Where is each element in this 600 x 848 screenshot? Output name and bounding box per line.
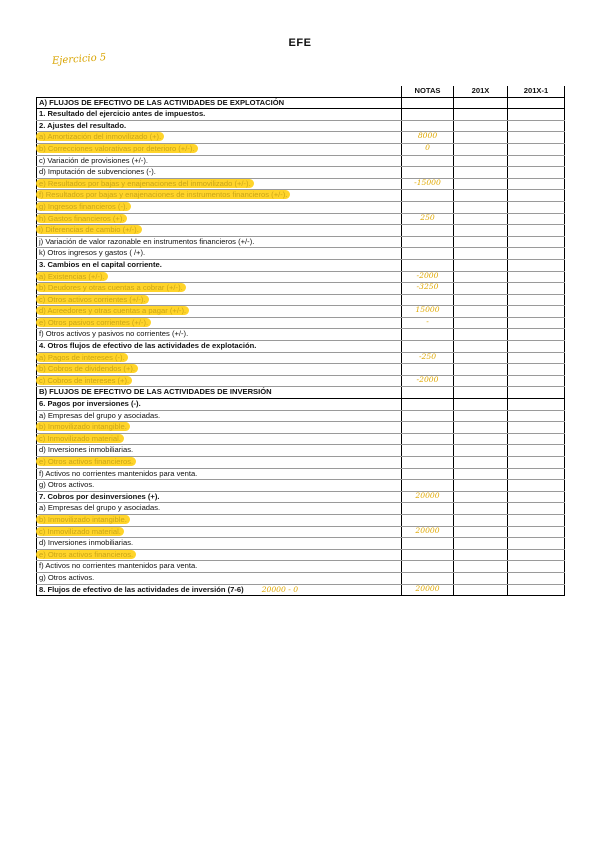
row-label bbox=[37, 341, 402, 353]
row-label bbox=[37, 422, 402, 434]
label-text: f) Activos no corrientes mantenidos para venta. bbox=[39, 468, 198, 478]
201x-cell bbox=[454, 480, 508, 492]
highlighted-label: i) Diferencias de cambio (+/-). bbox=[36, 225, 142, 234]
notas-cell bbox=[402, 480, 454, 492]
table-row bbox=[37, 329, 565, 341]
handwritten-note: 0 bbox=[425, 142, 430, 152]
201x-1-cell bbox=[508, 468, 565, 480]
201x-1-cell bbox=[508, 491, 565, 503]
row-label bbox=[37, 132, 402, 144]
handwritten-note: -15000 bbox=[414, 177, 441, 187]
row-label bbox=[37, 572, 402, 584]
201x-1-cell bbox=[508, 271, 565, 283]
table-row bbox=[37, 132, 565, 144]
column-header-notas: NOTAS bbox=[402, 86, 454, 97]
row-label bbox=[37, 248, 402, 260]
label-text: g) Otros activos. bbox=[39, 572, 95, 582]
201x-cell bbox=[454, 201, 508, 213]
row-label bbox=[37, 109, 402, 121]
table-row bbox=[37, 109, 565, 121]
201x-cell bbox=[454, 97, 508, 109]
table-row bbox=[37, 306, 565, 318]
201x-1-cell bbox=[508, 572, 565, 584]
table-row bbox=[37, 491, 565, 503]
label-text: 2. Ajustes del resultado. bbox=[39, 120, 127, 130]
201x-cell bbox=[454, 572, 508, 584]
201x-1-cell bbox=[508, 445, 565, 457]
highlighted-label: e) Otros activos financieros. bbox=[36, 550, 136, 559]
label-text: g) Otros activos. bbox=[39, 480, 95, 490]
label-text: A) FLUJOS DE EFECTIVO DE LAS ACTIVIDADES DE EXPLOTACIÓN bbox=[39, 97, 285, 107]
row-label bbox=[37, 445, 402, 457]
201x-1-cell bbox=[508, 97, 565, 109]
201x-1-cell bbox=[508, 132, 565, 144]
201x-cell bbox=[454, 143, 508, 155]
201x-1-cell bbox=[508, 584, 565, 596]
201x-1-cell bbox=[508, 503, 565, 515]
notas-cell bbox=[402, 572, 454, 584]
row-label bbox=[37, 375, 402, 387]
notas-cell bbox=[402, 399, 454, 411]
row-label bbox=[37, 190, 402, 202]
table-row bbox=[37, 526, 565, 538]
notas-cell bbox=[402, 352, 454, 364]
highlighted-label: b) Inmovilizado intangible. bbox=[36, 515, 130, 524]
201x-cell bbox=[454, 109, 508, 121]
201x-1-cell bbox=[508, 341, 565, 353]
handwritten-note: -3250 bbox=[416, 282, 439, 292]
label-text: f) Activos no corrientes mantenidos para venta. bbox=[39, 561, 198, 571]
row-label bbox=[37, 225, 402, 237]
row-label bbox=[37, 526, 402, 538]
highlighted-label: a) Pagos de intereses (-). bbox=[36, 353, 128, 362]
201x-cell bbox=[454, 120, 508, 132]
201x-cell bbox=[454, 259, 508, 271]
table-row bbox=[37, 248, 565, 260]
row-label bbox=[37, 167, 402, 179]
handwritten-note: 8000 bbox=[417, 131, 438, 141]
row-label bbox=[37, 236, 402, 248]
201x-1-cell bbox=[508, 457, 565, 469]
row-label bbox=[37, 387, 402, 399]
notas-cell bbox=[402, 329, 454, 341]
table-row bbox=[37, 190, 565, 202]
201x-cell bbox=[454, 549, 508, 561]
row-label bbox=[37, 143, 402, 155]
notas-cell bbox=[402, 538, 454, 550]
notas-cell bbox=[402, 201, 454, 213]
highlighted-label: b) Correcciones valorativas por deterioro (+/-). bbox=[36, 144, 198, 153]
section-row bbox=[37, 387, 565, 399]
notas-cell bbox=[402, 167, 454, 179]
201x-1-cell bbox=[508, 143, 565, 155]
notas-cell bbox=[402, 387, 454, 399]
label-text: k) Otros ingresos y gastos ( /+). bbox=[39, 248, 146, 258]
row-label bbox=[37, 549, 402, 561]
notas-cell bbox=[402, 549, 454, 561]
label-text: c) Variación de provisiones (+/-). bbox=[39, 155, 148, 165]
table-row bbox=[37, 514, 565, 526]
label-text: 7. Cobros por desinversiones (+). bbox=[39, 491, 160, 501]
201x-cell bbox=[454, 387, 508, 399]
201x-cell bbox=[454, 271, 508, 283]
201x-cell bbox=[454, 213, 508, 225]
notas-cell bbox=[402, 561, 454, 573]
notas-cell bbox=[402, 526, 454, 538]
row-label bbox=[37, 271, 402, 283]
201x-cell bbox=[454, 538, 508, 550]
notas-cell bbox=[402, 457, 454, 469]
row-label bbox=[37, 201, 402, 213]
label-text: d) Inversiones inmobiliarias. bbox=[39, 445, 134, 455]
highlighted-label: b) Inmovilizado intangible. bbox=[36, 422, 130, 431]
row-label bbox=[37, 364, 402, 376]
label-text: 1. Resultado del ejercicio antes de impuestos. bbox=[39, 109, 206, 119]
label-text: 8. Flujos de efectivo de las actividades de inversión (7-6) bbox=[39, 584, 244, 594]
table-row bbox=[37, 399, 565, 411]
handwritten-note: -250 bbox=[418, 351, 437, 361]
notas-cell bbox=[402, 132, 454, 144]
handwritten-note: 20000 bbox=[415, 583, 440, 593]
201x-1-cell bbox=[508, 329, 565, 341]
table-row bbox=[37, 283, 565, 295]
201x-cell bbox=[454, 584, 508, 596]
201x-cell bbox=[454, 190, 508, 202]
table-row bbox=[37, 225, 565, 237]
label-text: j) Variación de valor razonable en instrumentos financieros (+/-). bbox=[39, 236, 255, 246]
notas-cell bbox=[402, 155, 454, 167]
table-row bbox=[37, 503, 565, 515]
201x-1-cell bbox=[508, 155, 565, 167]
201x-1-cell bbox=[508, 109, 565, 121]
201x-1-cell bbox=[508, 549, 565, 561]
row-label bbox=[37, 329, 402, 341]
table-row bbox=[37, 457, 565, 469]
highlighted-label: a) Existencias (+/-). bbox=[36, 272, 108, 281]
notas-cell bbox=[402, 410, 454, 422]
201x-1-cell bbox=[508, 190, 565, 202]
row-label bbox=[37, 283, 402, 295]
201x-cell bbox=[454, 503, 508, 515]
201x-cell bbox=[454, 167, 508, 179]
table-row bbox=[37, 572, 565, 584]
201x-1-cell bbox=[508, 352, 565, 364]
notas-cell bbox=[402, 433, 454, 445]
notas-cell bbox=[402, 225, 454, 237]
label-text: a) Empresas del grupo y asociadas. bbox=[39, 410, 161, 420]
notas-cell bbox=[402, 283, 454, 295]
handwritten-note: -2000 bbox=[416, 374, 439, 384]
row-label bbox=[37, 317, 402, 329]
table-row bbox=[37, 259, 565, 271]
table-row bbox=[37, 178, 565, 190]
handwritten-note: 20000 bbox=[415, 525, 440, 535]
notas-cell bbox=[402, 143, 454, 155]
201x-cell bbox=[454, 526, 508, 538]
table-row bbox=[37, 271, 565, 283]
201x-cell bbox=[454, 306, 508, 318]
row-label bbox=[37, 561, 402, 573]
201x-1-cell bbox=[508, 306, 565, 318]
notas-cell bbox=[402, 109, 454, 121]
row-label bbox=[37, 433, 402, 445]
201x-cell bbox=[454, 236, 508, 248]
table-row bbox=[37, 410, 565, 422]
highlighted-label: b) Cobros de dividendos (+). bbox=[36, 364, 138, 373]
201x-cell bbox=[454, 561, 508, 573]
201x-1-cell bbox=[508, 120, 565, 132]
table-row bbox=[37, 294, 565, 306]
row-label bbox=[37, 514, 402, 526]
201x-1-cell bbox=[508, 167, 565, 179]
row-label bbox=[37, 584, 402, 596]
201x-1-cell bbox=[508, 317, 565, 329]
201x-cell bbox=[454, 132, 508, 144]
notas-cell bbox=[402, 445, 454, 457]
table-row bbox=[37, 433, 565, 445]
table-row bbox=[37, 584, 565, 596]
201x-1-cell bbox=[508, 201, 565, 213]
row-label bbox=[37, 468, 402, 480]
201x-1-cell bbox=[508, 433, 565, 445]
notas-cell bbox=[402, 422, 454, 434]
handwritten-note: -2000 bbox=[416, 270, 439, 280]
notas-cell bbox=[402, 259, 454, 271]
label-text: 3. Cambios en el capital corriente. bbox=[39, 259, 162, 269]
notas-cell bbox=[402, 375, 454, 387]
201x-cell bbox=[454, 341, 508, 353]
table-row bbox=[37, 317, 565, 329]
cash-flow-table bbox=[36, 86, 565, 596]
201x-cell bbox=[454, 410, 508, 422]
201x-cell bbox=[454, 178, 508, 190]
notas-cell bbox=[402, 236, 454, 248]
201x-cell bbox=[454, 375, 508, 387]
notas-cell bbox=[402, 248, 454, 260]
page-title: EFE bbox=[288, 37, 312, 49]
notas-cell bbox=[402, 584, 454, 596]
notas-cell bbox=[402, 306, 454, 318]
table-row bbox=[37, 375, 565, 387]
row-label bbox=[37, 155, 402, 167]
table-row bbox=[37, 236, 565, 248]
201x-cell bbox=[454, 422, 508, 434]
handwritten-note: 15000 bbox=[415, 305, 440, 315]
201x-cell bbox=[454, 248, 508, 260]
highlighted-label: c) Inmovilizado material. bbox=[36, 527, 124, 536]
table-row bbox=[37, 480, 565, 492]
column-header-201x: 201X bbox=[454, 86, 508, 97]
notas-cell bbox=[402, 364, 454, 376]
highlighted-label: h) Gastos financieros (+). bbox=[36, 214, 127, 223]
201x-1-cell bbox=[508, 213, 565, 225]
table-row bbox=[37, 445, 565, 457]
201x-cell bbox=[454, 433, 508, 445]
label-text: B) FLUJOS DE EFECTIVO DE LAS ACTIVIDADES DE INVERSIÓN bbox=[39, 387, 272, 397]
row-label bbox=[37, 259, 402, 271]
notas-cell bbox=[402, 190, 454, 202]
handwritten-heading: Ejercicio 5 bbox=[51, 52, 107, 67]
notas-cell bbox=[402, 213, 454, 225]
highlighted-label: a) Amortización del inmovilizado (+). bbox=[36, 132, 164, 141]
highlighted-label: d) Acreedores y otras cuentas a pagar (+/-). bbox=[36, 306, 189, 315]
handwritten-note: 20000 bbox=[415, 490, 440, 500]
row-label bbox=[37, 491, 402, 503]
table-row bbox=[37, 341, 565, 353]
label-text: a) Empresas del grupo y asociadas. bbox=[39, 503, 161, 513]
201x-cell bbox=[454, 445, 508, 457]
201x-cell bbox=[454, 283, 508, 295]
row-label bbox=[37, 120, 402, 132]
201x-cell bbox=[454, 225, 508, 237]
notas-cell bbox=[402, 514, 454, 526]
section-row bbox=[37, 97, 565, 109]
201x-1-cell bbox=[508, 399, 565, 411]
highlighted-label: e) Otros pasivos corrientes (+/-). bbox=[36, 318, 151, 327]
table-row bbox=[37, 549, 565, 561]
row-label bbox=[37, 538, 402, 550]
row-label bbox=[37, 97, 402, 109]
table-row bbox=[37, 155, 565, 167]
highlighted-label: c) Cobros de intereses (+). bbox=[36, 376, 132, 385]
row-label bbox=[37, 213, 402, 225]
notas-cell bbox=[402, 97, 454, 109]
table-row bbox=[37, 143, 565, 155]
201x-cell bbox=[454, 352, 508, 364]
201x-cell bbox=[454, 364, 508, 376]
201x-1-cell bbox=[508, 259, 565, 271]
row-label bbox=[37, 294, 402, 306]
201x-cell bbox=[454, 155, 508, 167]
table-header-row bbox=[37, 86, 565, 97]
table-row bbox=[37, 561, 565, 573]
201x-1-cell bbox=[508, 480, 565, 492]
201x-1-cell bbox=[508, 283, 565, 295]
table-row bbox=[37, 468, 565, 480]
201x-1-cell bbox=[508, 410, 565, 422]
row-label bbox=[37, 457, 402, 469]
201x-cell bbox=[454, 317, 508, 329]
201x-1-cell bbox=[508, 538, 565, 550]
table-row bbox=[37, 120, 565, 132]
label-text: d) Inversiones inmobiliarias. bbox=[39, 538, 134, 548]
row-label bbox=[37, 399, 402, 411]
label-text: f) Otros activos y pasivos no corrientes (+/-). bbox=[39, 329, 189, 339]
table-row bbox=[37, 352, 565, 364]
highlighted-label: b) Deudores y otras cuentas a cobrar (+/-). bbox=[36, 283, 186, 292]
201x-1-cell bbox=[508, 422, 565, 434]
highlighted-label: c) Inmovilizado material. bbox=[36, 434, 124, 443]
row-label bbox=[37, 480, 402, 492]
table-row bbox=[37, 167, 565, 179]
column-header-concept bbox=[37, 86, 402, 97]
201x-1-cell bbox=[508, 387, 565, 399]
notas-cell bbox=[402, 178, 454, 190]
table-row bbox=[37, 364, 565, 376]
notas-cell bbox=[402, 468, 454, 480]
table-row bbox=[37, 213, 565, 225]
notas-cell bbox=[402, 341, 454, 353]
notas-cell bbox=[402, 503, 454, 515]
notas-cell bbox=[402, 317, 454, 329]
201x-cell bbox=[454, 491, 508, 503]
highlighted-label: e) Otros activos financieros. bbox=[36, 457, 136, 466]
notas-cell bbox=[402, 271, 454, 283]
201x-1-cell bbox=[508, 561, 565, 573]
201x-1-cell bbox=[508, 526, 565, 538]
highlighted-label: e) Resultados por bajas y enajenaciones del inmovilizado (+/-). bbox=[36, 179, 254, 188]
201x-cell bbox=[454, 329, 508, 341]
label-text: 4. Otros flujos de efectivo de las actividades de explotación. bbox=[39, 341, 257, 351]
201x-cell bbox=[454, 294, 508, 306]
highlighted-label: g) Ingresos financieros (-). bbox=[36, 202, 131, 211]
row-label bbox=[37, 410, 402, 422]
201x-1-cell bbox=[508, 294, 565, 306]
highlighted-label: f) Resultados por bajas y enajenaciones de instrumentos financieros (+/-). bbox=[36, 190, 290, 199]
201x-1-cell bbox=[508, 236, 565, 248]
row-label bbox=[37, 178, 402, 190]
201x-cell bbox=[454, 399, 508, 411]
201x-cell bbox=[454, 468, 508, 480]
table-row bbox=[37, 538, 565, 550]
column-header-201x-1: 201X-1 bbox=[508, 86, 565, 97]
notas-cell bbox=[402, 491, 454, 503]
handwritten-note: - bbox=[426, 316, 429, 326]
row-label bbox=[37, 352, 402, 364]
row-label bbox=[37, 503, 402, 515]
201x-1-cell bbox=[508, 375, 565, 387]
201x-1-cell bbox=[508, 178, 565, 190]
label-text: 6. Pagos por inversiones (-). bbox=[39, 399, 141, 409]
201x-1-cell bbox=[508, 514, 565, 526]
label-text: d) Imputación de subvenciones (-). bbox=[39, 167, 156, 177]
handwritten-note: 250 bbox=[420, 212, 435, 222]
handwritten-inline-note: 20000 - 0 bbox=[261, 584, 299, 594]
201x-1-cell bbox=[508, 364, 565, 376]
table-row bbox=[37, 201, 565, 213]
row-label bbox=[37, 306, 402, 318]
201x-cell bbox=[454, 457, 508, 469]
table-row bbox=[37, 422, 565, 434]
highlighted-label: c) Otros activos corrientes (+/-). bbox=[36, 295, 149, 304]
201x-1-cell bbox=[508, 248, 565, 260]
201x-1-cell bbox=[508, 225, 565, 237]
201x-cell bbox=[454, 514, 508, 526]
